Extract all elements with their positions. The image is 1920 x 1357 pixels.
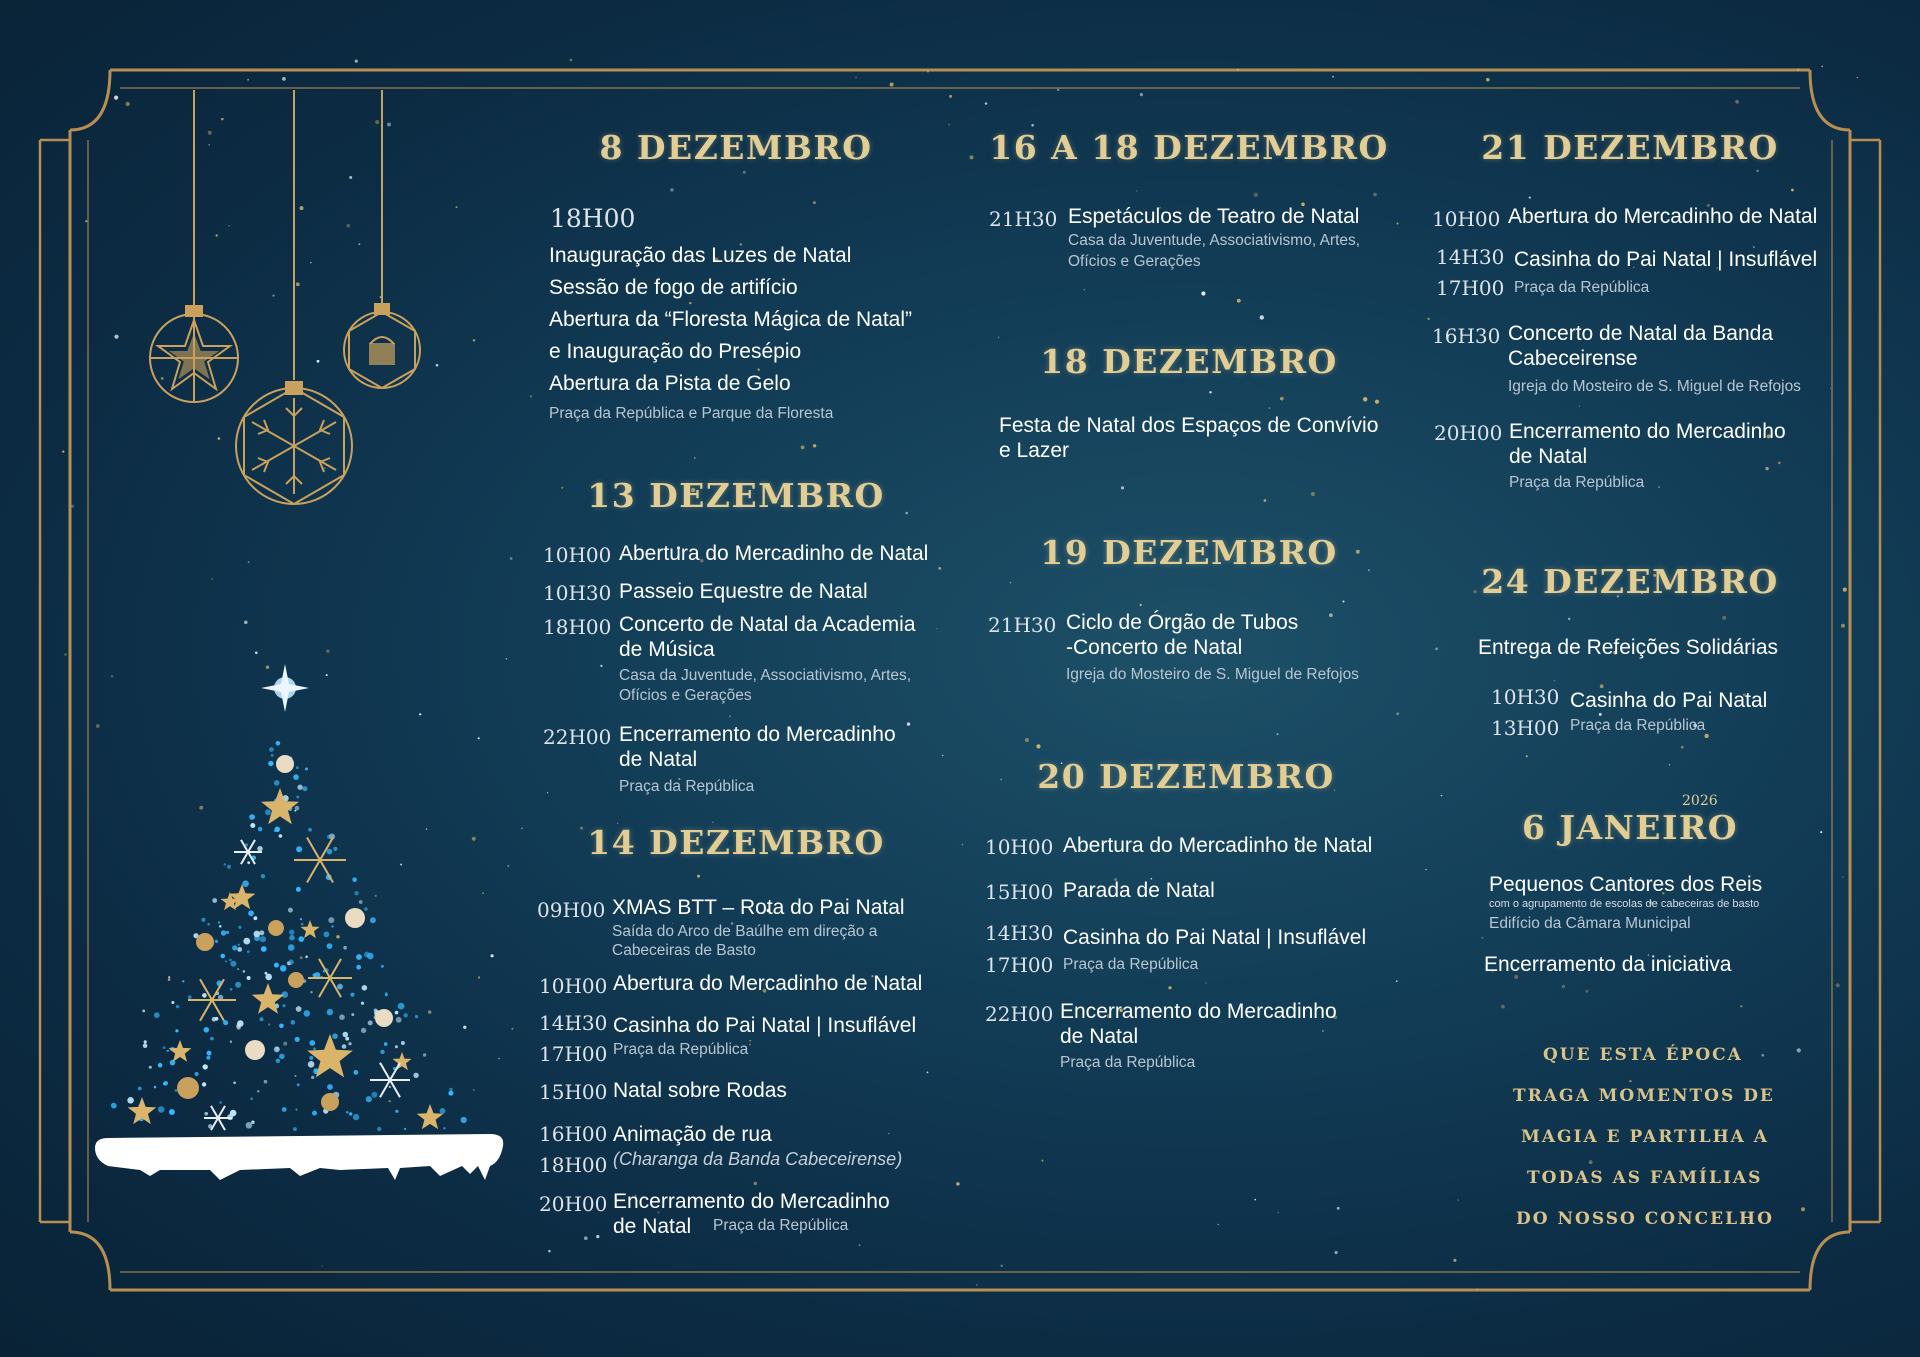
event-text: Passeio Equestre de Natal [619, 580, 868, 603]
event-location: Praça da República [1514, 279, 1650, 296]
event-time: 10H00 [543, 543, 612, 567]
event-text: Casinha do Pai Natal [1570, 689, 1768, 712]
event-time: 10H30 [543, 581, 612, 605]
event-text: Natal sobre Rodas [613, 1079, 787, 1102]
snow-base [95, 1134, 503, 1180]
event-time: 10H30 [1491, 685, 1560, 709]
event-time: 15H00 [985, 880, 1054, 904]
date-heading-21-dezembro: 21 DEZEMBRO [1481, 128, 1779, 167]
event-text: e Lazer [999, 439, 1070, 462]
event-location: Saída do Arco de Baúlhe em direção a [612, 923, 878, 940]
event-text: Encerramento do Mercadinho [613, 1190, 890, 1213]
event-location: Praça da República [1509, 474, 1645, 491]
event-text: e Inauguração do Presépio [549, 340, 802, 363]
event-text: Espetáculos de Teatro de Natal [1068, 205, 1360, 228]
closing-message-line: QUE ESTA ÉPOCA [1543, 1045, 1743, 1065]
event-time: 14H30 [1436, 245, 1505, 269]
event-time: 20H00 [539, 1192, 608, 1216]
date-heading-20-dezembro: 20 DEZEMBRO [1037, 757, 1335, 796]
event-location: Ofícios e Gerações [619, 687, 752, 704]
event-location: Casa da Juventude, Associativismo, Artes, [619, 667, 912, 684]
hanging-ornaments [194, 90, 382, 380]
event-text: Concerto de Natal da Academia [619, 613, 916, 636]
event-text: Casinha do Pai Natal | Insuflável [1514, 248, 1818, 271]
event-time: 17H00 [985, 953, 1054, 977]
date-heading-6-janeiro: 6 JANEIRO [1521, 808, 1739, 847]
event-text: Cabeceirense [1508, 347, 1638, 370]
event-text: de Natal [613, 1215, 692, 1238]
event-text: Sessão de fogo de artifício [549, 276, 798, 299]
bell-ornament-icon [344, 304, 420, 388]
event-location: Igreja do Mosteiro de S. Miguel de Refojos [1508, 378, 1801, 395]
event-time: 15H00 [539, 1080, 608, 1104]
event-time: 21H30 [989, 207, 1058, 231]
date-heading-13-dezembro: 13 DEZEMBRO [587, 476, 885, 515]
event-location: Praça da República e Parque da Floresta [549, 405, 834, 422]
year-label: 2026 [1682, 793, 1718, 809]
event-time: 10H00 [985, 835, 1054, 859]
event-text: Encerramento do Mercadinho [1060, 1000, 1337, 1023]
closing-message-line: TRAGA MOMENTOS DE [1513, 1086, 1775, 1106]
christmas-tree-icon [95, 664, 503, 1180]
event-location: Praça da República [619, 778, 755, 795]
event-text: Pequenos Cantores dos Reis [1489, 873, 1763, 896]
event-time: 10H00 [539, 974, 608, 998]
date-heading-8-dezembro: 8 DEZEMBRO [599, 128, 873, 167]
event-note: (Charanga da Banda Cabeceirense) [613, 1149, 903, 1169]
closing-message-line: DO NOSSO CONCELHO [1516, 1209, 1774, 1229]
event-time: 21H30 [988, 613, 1057, 637]
event-text: Abertura do Mercadinho de Natal [619, 542, 929, 565]
event-text: Casinha do Pai Natal | Insuflável [1063, 926, 1367, 949]
event-time: 22H00 [543, 725, 612, 749]
event-location: Praça da República [1570, 717, 1706, 734]
closing-message-line: TODAS AS FAMÍLIAS [1527, 1168, 1763, 1188]
event-time: 14H30 [985, 921, 1054, 945]
event-text: de Natal [1509, 445, 1588, 468]
event-text: Encerramento do Mercadinho [1509, 420, 1786, 443]
event-time: 13H00 [1491, 716, 1560, 740]
event-text: Encerramento do Mercadinho [619, 723, 896, 746]
event-text: Inauguração das Luzes de Natal [549, 244, 852, 267]
event-time: 16H00 [539, 1122, 608, 1146]
event-time: 18H00 [550, 204, 636, 233]
date-heading-16-a-18-dezembro: 16 A 18 DEZEMBRO [989, 128, 1389, 167]
date-heading-19-dezembro: 19 DEZEMBRO [1040, 533, 1338, 572]
event-time: 09H00 [537, 898, 606, 922]
event-text: Encerramento da iniciativa [1484, 953, 1732, 976]
event-time: 10H00 [1432, 207, 1501, 231]
event-text: Abertura do Mercadinho de Natal [1063, 834, 1373, 857]
event-time: 14H30 [539, 1011, 608, 1035]
event-text: de Natal [1060, 1025, 1139, 1048]
event-time: 16H30 [1432, 324, 1501, 348]
event-time: 18H00 [543, 615, 612, 639]
event-text: Abertura do Mercadinho de Natal [613, 972, 923, 995]
event-text: Abertura da “Floresta Mágica de Natal” [549, 308, 912, 331]
event-location: Praça da República [713, 1217, 849, 1234]
event-text: Entrega de Refeições Solidárias [1478, 636, 1779, 659]
event-time: 22H00 [985, 1002, 1054, 1026]
event-text: Abertura da Pista de Gelo [549, 372, 791, 395]
event-location: Casa da Juventude, Associativismo, Artes, [1068, 232, 1361, 249]
event-text: XMAS BTT – Rota do Pai Natal [612, 896, 905, 919]
event-text: Concerto de Natal da Banda [1508, 322, 1774, 345]
event-time: 17H00 [539, 1042, 608, 1066]
date-heading-24-dezembro: 24 DEZEMBRO [1481, 562, 1779, 601]
event-note: com o agrupamento de escolas de cabeceiras de basto [1489, 898, 1760, 910]
event-text: de Natal [619, 748, 698, 771]
event-time: 20H00 [1434, 421, 1503, 445]
top-star-glow [261, 664, 309, 712]
event-time: 17H00 [1436, 276, 1505, 300]
closing-message-line: MAGIA E PARTILHA A [1521, 1127, 1769, 1147]
event-text: Ciclo de Órgão de Tubos [1066, 611, 1299, 634]
event-location: Cabeceiras de Basto [612, 942, 756, 959]
snowflake-ornament-icon [236, 382, 352, 504]
event-location: Ofícios e Gerações [1068, 253, 1201, 270]
event-text: Abertura do Mercadinho de Natal [1508, 205, 1818, 228]
event-location: Praça da República [613, 1041, 749, 1058]
event-location: Igreja do Mosteiro de S. Miguel de Refojos [1066, 666, 1359, 683]
date-heading-14-dezembro: 14 DEZEMBRO [587, 823, 885, 862]
date-heading-18-dezembro: 18 DEZEMBRO [1040, 342, 1338, 381]
event-text: -Concerto de Natal [1066, 636, 1243, 659]
event-location: Praça da República [1060, 1054, 1196, 1071]
event-text: Animação de rua [613, 1123, 772, 1146]
star-ornament-icon [150, 306, 238, 402]
event-time: 18H00 [539, 1153, 608, 1177]
event-text: de Música [619, 638, 715, 661]
event-text: Festa de Natal dos Espaços de Convívio [999, 414, 1379, 437]
event-text: Casinha do Pai Natal | Insuflável [613, 1014, 917, 1037]
event-location: Praça da República [1063, 956, 1199, 973]
event-location: Edifício da Câmara Municipal [1489, 915, 1691, 932]
event-text: Parada de Natal [1063, 879, 1215, 902]
